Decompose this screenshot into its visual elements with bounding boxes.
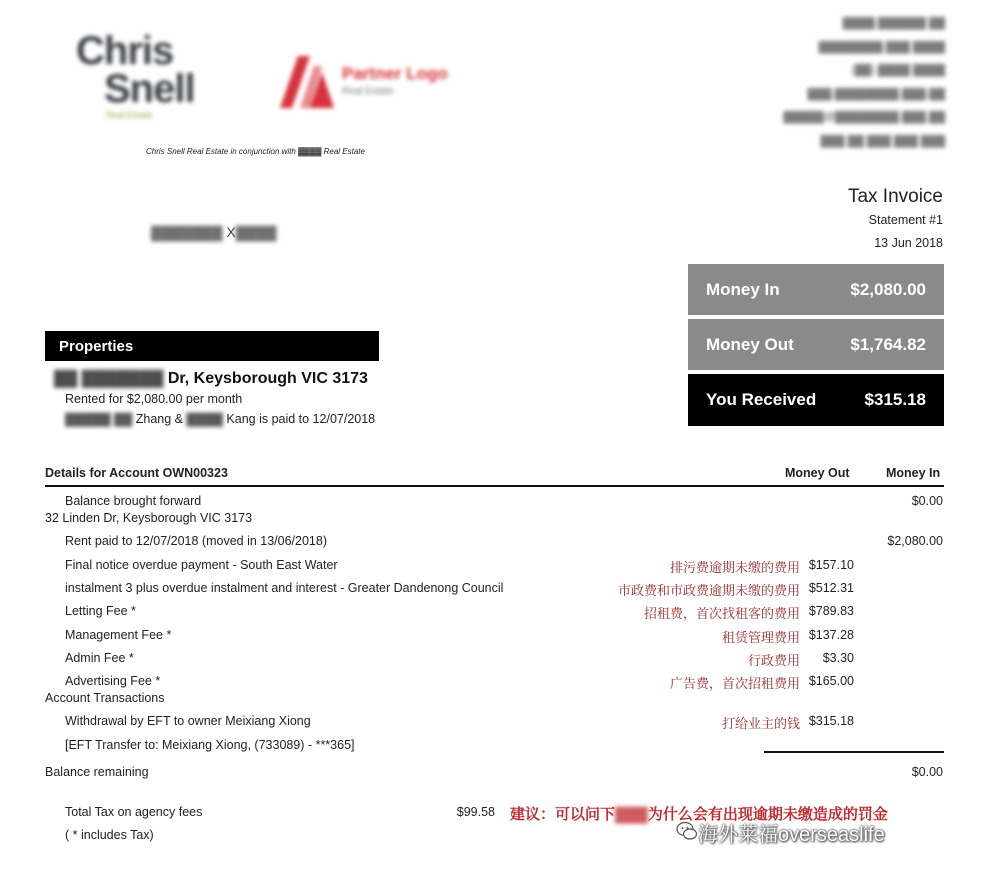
item-out: $512.31 xyxy=(808,581,854,595)
owner-name: ▓▓▓▓▓▓▓ X▓▓▓▓ xyxy=(151,224,277,240)
subtotal-rule xyxy=(764,751,944,753)
column-money-out: Money Out xyxy=(785,466,850,480)
item-note: 招租费，首次找租客的费用 xyxy=(643,606,800,621)
item-label: instalment 3 plus overdue instalment and interest - Greater Dandenong Council xyxy=(65,581,504,595)
details-heading: Details for Account OWN00323 xyxy=(45,466,228,480)
item-note: 行政费用 xyxy=(747,653,800,668)
contact-line: (▓▓) ▓▓▓▓ ▓▓▓▓ xyxy=(851,64,945,76)
invoice-date: 13 Jun 2018 xyxy=(874,236,943,250)
column-money-in: Money In xyxy=(886,466,941,480)
properties-heading-bar: Properties xyxy=(45,331,379,361)
item-out: $3.30 xyxy=(822,651,854,665)
rent-in: $2,080.00 xyxy=(887,534,943,548)
partner-agency-logo: Partner Logo Real Estate xyxy=(276,52,456,108)
property-address: ▓▓ ▓▓▓▓▓▓▓ Dr, Keysborough VIC 3173 xyxy=(54,370,368,387)
rent-amount: Rented for $2,080.00 per month xyxy=(65,392,243,406)
contact-line: ▓▓▓ ▓▓ ▓▓▓ ▓▓▓ ▓▓▓ xyxy=(820,134,945,147)
balance-forward-in: $0.00 xyxy=(911,494,943,508)
agency-tagline: Chris Snell Real Estate in conjunction with ▓▓▓▓ Real Estate xyxy=(146,147,365,156)
wechat-icon xyxy=(676,820,698,842)
includes-tax-note: ( * includes Tax) xyxy=(65,828,154,842)
item-label: Advertising Fee * xyxy=(65,674,161,688)
money-out-label: Money Out xyxy=(706,335,794,354)
total-tax-value: $99.58 xyxy=(456,805,495,819)
item-note: 租赁管理费用 xyxy=(721,630,800,645)
balance-remaining-label: Balance remaining xyxy=(45,765,149,779)
money-in-value: $2,080.00 xyxy=(850,280,926,299)
money-out-value: $1,764.82 xyxy=(850,335,926,354)
withdrawal-label: Withdrawal by EFT to owner Meixiang Xiong xyxy=(65,714,311,728)
watermark: 海外莱福overseaslife xyxy=(698,824,885,846)
withdrawal-note: 打给业主的钱 xyxy=(721,716,800,731)
partner-logo-mark-icon xyxy=(276,52,334,108)
item-label: Letting Fee * xyxy=(65,604,136,618)
account-transactions-label: Account Transactions xyxy=(45,691,165,705)
item-out: $157.10 xyxy=(808,558,854,572)
contact-line: ▓▓▓.▓▓▓▓▓▓▓▓.▓▓▓.▓▓ xyxy=(807,87,945,100)
item-out: $137.28 xyxy=(808,628,854,642)
contact-line: ▓▓▓▓▓@▓▓▓▓▓▓▓▓.▓▓▓.▓▓ xyxy=(783,111,945,123)
item-note: 排污费逾期未缴的费用 xyxy=(669,560,800,575)
item-out: $165.00 xyxy=(808,674,854,688)
total-tax-label: Total Tax on agency fees xyxy=(65,805,203,819)
rent-label: Rent paid to 12/07/2018 (moved in 13/06/2018) xyxy=(65,534,327,548)
header-divider xyxy=(45,485,944,487)
balance-remaining-in: $0.00 xyxy=(911,765,943,779)
item-label: Final notice overdue payment - South East Water xyxy=(65,558,338,572)
you-received-value: $315.18 xyxy=(864,390,926,409)
you-received-box xyxy=(688,374,944,426)
withdrawal-out: $315.18 xyxy=(808,714,854,728)
advice-annotation: 建议：可以问下▓▓▓为什么会有出现逾期未缴造成的罚金 xyxy=(510,806,888,823)
statement-number: Statement #1 xyxy=(868,213,943,227)
item-out: $789.83 xyxy=(808,604,854,618)
money-out-box xyxy=(688,319,944,370)
eft-transfer-line: [EFT Transfer to: Meixiang Xiong, (733089) - ***365] xyxy=(65,738,355,752)
item-label: Admin Fee * xyxy=(65,651,134,665)
item-note: 市政费和市政费逾期未缴的费用 xyxy=(617,583,800,598)
chris-snell-logo: Chris Snell Real Estate xyxy=(76,29,195,120)
item-note: 广告费，首次招租费用 xyxy=(669,676,800,691)
invoice-title: Tax Invoice xyxy=(847,186,943,207)
item-label: Management Fee * xyxy=(65,628,172,642)
you-received-label: You Received xyxy=(706,390,817,409)
money-in-box xyxy=(688,264,944,315)
tenants-line: ▓▓▓▓▓ ▓▓ Zhang & ▓▓▓▓ Kang is paid to 12/07/2018 xyxy=(65,412,376,426)
property-line: 32 Linden Dr, Keysborough VIC 3173 xyxy=(45,511,253,525)
agency-contact-block xyxy=(783,12,945,153)
money-in-label: Money In xyxy=(706,280,780,299)
contact-line: ▓▓▓▓ ▓▓▓▓▓▓ ▓▓ xyxy=(842,17,945,29)
balance-forward-label: Balance brought forward xyxy=(65,494,202,508)
contact-line: ▓▓▓▓▓▓▓▓ ▓▓▓ ▓▓▓▓ xyxy=(818,40,945,53)
